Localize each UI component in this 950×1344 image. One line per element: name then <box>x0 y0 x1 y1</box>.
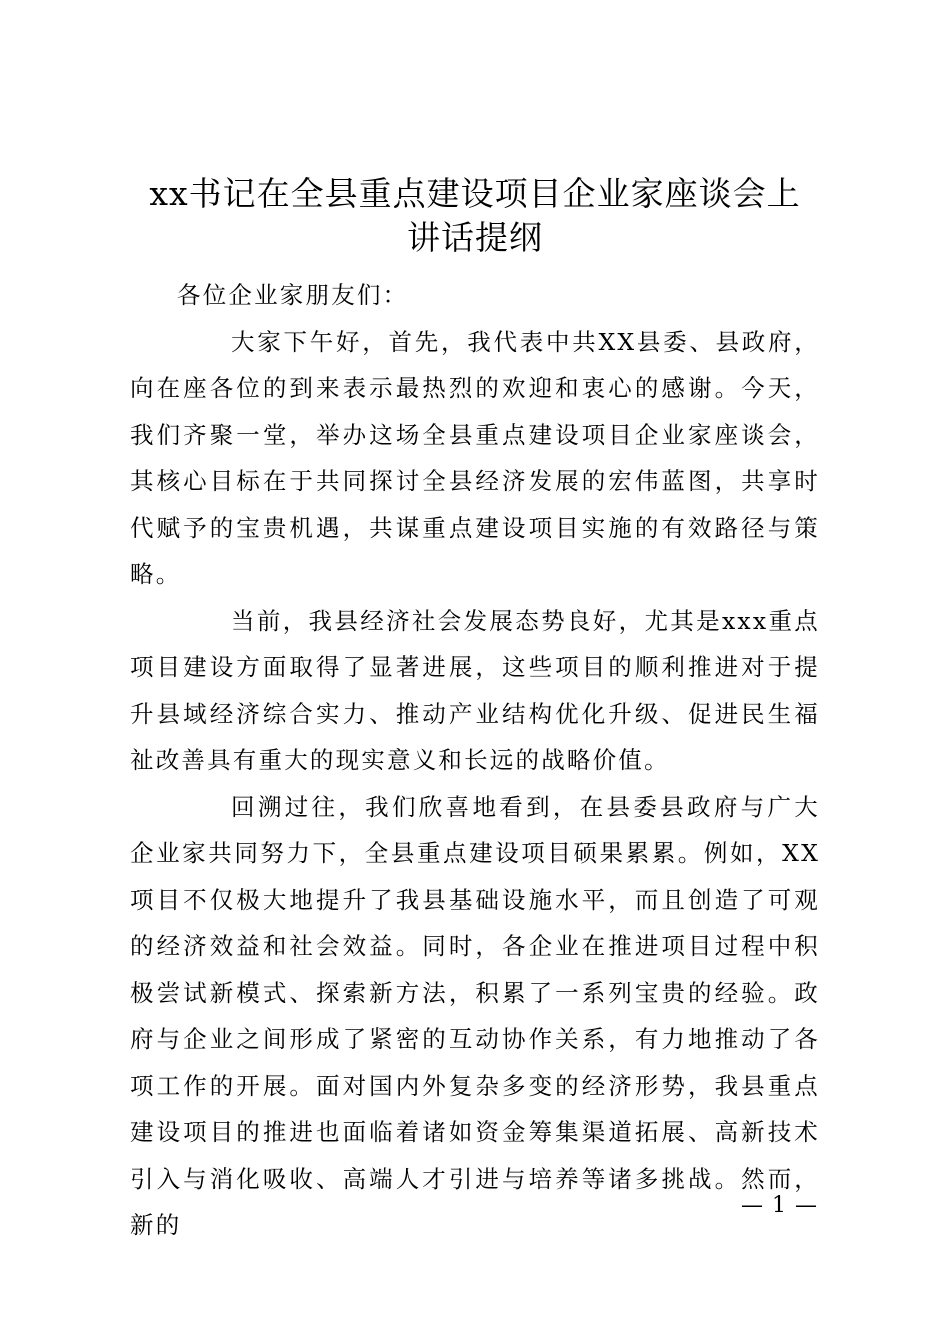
title-line-1: xx书记在全县重点建设项目企业家座谈会上 <box>149 174 801 213</box>
salutation: 各位企业家朋友们： <box>177 281 409 309</box>
paragraph-2: 当前，我县经济社会发展态势良好，尤其是xxx重点项目建设方面取得了显著进展，这些项目的顺利推进对于提升县域经济综合实力、推动产业结构优化升级、促进民生福祉改善具有重大的现实意义和长远的战略价值。 <box>130 606 820 774</box>
paragraph-3: 回溯过往，我们欣喜地看到，在县委县政府与广大企业家共同努力下，全县重点建设项目硕果累累。例如，XX项目不仅极大地提升了我县基础设施水平，而且创造了可观的经济效益和社会效益。同时，各企业在推进项目过程中积极尝试新模式、探索新方法，积累了一系列宝贵的经验。政府与企业之间形成了紧密的互动协作关系，有力地推动了各项工作的开展。面对国内外复杂多变的经济形势，我县重点建设项目的推进也面临着诸如资金筹集渠道拓展、高新技术引入与消化吸收、高端人才引进与培养等诸多挑战。然而，新的 <box>130 792 820 1239</box>
document-title <box>128 172 822 260</box>
title-line-2: 讲话提纲 <box>407 218 543 257</box>
document-body <box>130 272 820 1249</box>
paragraph-1: 大家下午好，首先，我代表中共XX县委、县政府，向在座各位的到来表示最热烈的欢迎和衷心的感谢。今天，我们齐聚一堂，举办这场全县重点建设项目企业家座谈会，其核心目标在于共同探讨全县经济发展的宏伟蓝图，共享时代赋予的宝贵机遇，共谋重点建设项目实施的有效路径与策略。 <box>130 327 820 588</box>
page-number: — 1 — <box>741 1193 818 1218</box>
